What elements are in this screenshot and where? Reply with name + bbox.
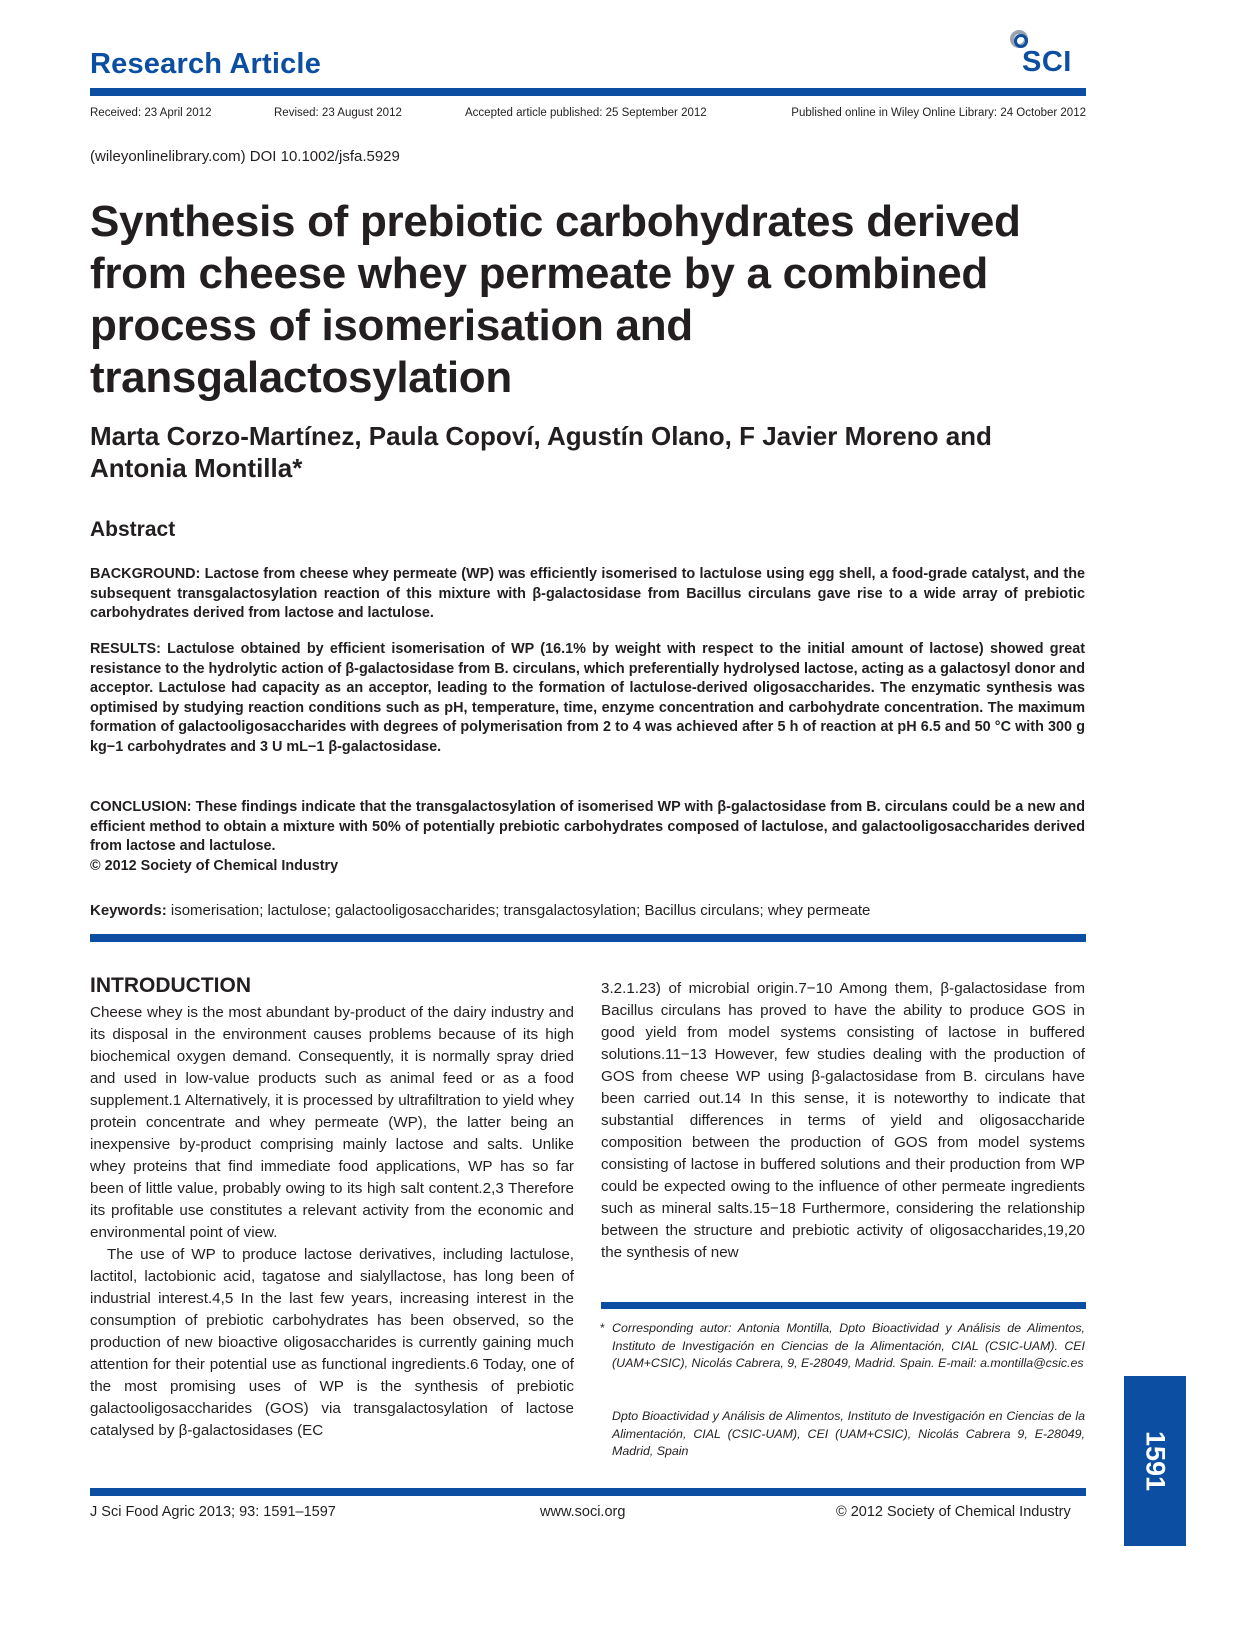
abstract-conclusion bbox=[90, 798, 1085, 876]
section-label: Research Article bbox=[90, 48, 322, 80]
left-column bbox=[90, 1002, 574, 1442]
corresponding-author-note bbox=[600, 1320, 1085, 1373]
intro-paragraph-3: 3.2.1.23) of microbial origin.7−10 Among them, β-galactosidase from Bacillus circulans has proved to have the ability to produce GOS in good yield from model systems consisting of lactose in buffered solutions.11−13 However, few studies dealing with the production of GOS from cheese WP using β-galactosidase from B. circulans have been carried out.14 In this sense, it is noteworthy to indicate that substantial differences in terms of yield and oligosaccharide composition between the production of GOS from model systems consisting of lactose in buffered solutions and their production from WP could be expected owing to the influence of other permeate ingredients such as mineral salts.15−18 Furthermore, considering the relationship between the structure and prebiotic activity of oligosaccharides,19,20 the synthesis of new bbox=[601, 980, 1085, 1261]
footnote-marker: * bbox=[600, 1321, 605, 1335]
intro-paragraph-2: The use of WP to produce lactose derivatives, including lactulose, lactitol, lactobionic acid, tagatose and sialyllactose, has long been of industrial interest.4,5 In the last few years, increasing interest in the consumption of prebiotic carbohydrates has been observed, so the production of new bioactive oligosaccharides is currently gaining much attention for their potential use as functional ingredients.6 Today, one of the most promising uses of WP is the synthesis of prebiotic galactooligosaccharides (GOS) via transgalactosylation of lactose catalysed by β-galactosidases (EC bbox=[90, 1246, 574, 1439]
page-number-tab bbox=[1124, 1376, 1186, 1546]
abstract-heading: Abstract bbox=[90, 518, 176, 541]
article-title: Synthesis of prebiotic carbohydrates derived from cheese whey permeate by a combined process of isomerisation and transgalactosylation bbox=[90, 197, 1021, 402]
intro-paragraph-1: Cheese whey is the most abundant by-product of the dairy industry and its disposal in the environment causes problems because of its high biochemical oxygen demand. Consequently, it is normally spray dried and used in low-value products such as animal feed or as a food supplement.1 Alternatively, it is processed by ultrafiltration to yield whey protein concentrate and whey permeate (WP), the latter being an inexpensive by-product comprising mainly lactose and salts. Unlike whey proteins that find immediate food applications, WP has so far been of little value, probably owing to its high salt content.2,3 Therefore its profitable use constitutes a relevant activity from the economic and environmental point of view. bbox=[90, 1004, 574, 1241]
right-column bbox=[601, 978, 1085, 1264]
abstract-background: BACKGROUND: Lactose from cheese whey permeate (WP) was efficiently isomerised to lactulose using egg shell, a food-grade catalyst, and the subsequent transgalactosylation reaction of this mixture with β-galactosidase from Bacillus circulans gave rise to a wide array of prebiotic carbohydrates derived from lactose and lactulose. bbox=[90, 566, 1085, 621]
abstract-copyright: © 2012 Society of Chemical Industry bbox=[90, 857, 339, 874]
logo-text: SCI bbox=[1022, 46, 1072, 78]
footer-journal-citation: J Sci Food Agric 2013; 93: 1591–1597 bbox=[90, 1504, 336, 1520]
revised-date: Revised: 23 August 2012 bbox=[274, 107, 402, 119]
doi-line[interactable]: (wileyonlinelibrary.com) DOI 10.1002/jsfa.5929 bbox=[90, 148, 400, 165]
header-rule bbox=[90, 88, 1086, 96]
footnote-rule bbox=[601, 1302, 1086, 1309]
keywords bbox=[90, 902, 1085, 919]
accepted-date: Accepted article published: 25 September 2012 bbox=[465, 107, 707, 119]
published-date: Published online in Wiley Online Library: 24 October 2012 bbox=[791, 107, 1086, 119]
abstract-results: RESULTS: Lactulose obtained by efficient isomerisation of WP (16.1% by weight with respect to the initial amount of lactose) showed great resistance to the hydrolytic action of β-galactosidase from B. circulans, which preferentially hydrolysed lactose, acting as a galactosyl donor and acceptor. Lactulose had capacity as an acceptor, leading to the formation of lactulose-derived oligosaccharides. The enzymatic synthesis was optimised by studying reaction conditions such as pH, temperature, time, enzyme concentration and carbohydrate concentration. The maximum formation of galactooligosaccharides with degrees of polymerisation from 2 to 4 was achieved after 5 h of reaction at pH 6.5 and 50 °C with 300 g kg−1 carbohydrates and 3 U mL−1 β-galactosidase. bbox=[90, 641, 1085, 755]
corresponding-author-text: Corresponding autor: Antonia Montilla, Dpto Bioactividad y Análisis de Alimentos, Instituto de Investigación en Ciencias de la Alimentación, CIAL (CSIC-UAM). CEI (UAM+CSIC), Nicolás Cabrera, 9, E-28049, Madrid. Spain. E-mail: a.montilla@csic.es bbox=[612, 1321, 1085, 1370]
page-number: 1591 bbox=[1140, 1430, 1171, 1492]
affiliation-note: Dpto Bioactividad y Análisis de Alimentos, Instituto de Investigación en Ciencias de la Alimentación, CIAL (CSIC-UAM), CEI (UAM+CSIC), Nicolás Cabrera 9, E-28049, Madrid, Spain bbox=[612, 1409, 1085, 1458]
publication-dates bbox=[90, 107, 1086, 123]
received-date: Received: 23 April 2012 bbox=[90, 107, 212, 119]
footer-rule bbox=[90, 1488, 1086, 1496]
author-list: Marta Corzo-Martínez, Paula Copoví, Agustín Olano, F Javier Moreno and Antonia Montilla* bbox=[90, 421, 992, 483]
conclusion-text: CONCLUSION: These findings indicate that the transgalactosylation of isomerised WP with β-galactosidase from B. circulans could be a new and efficient method to obtain a mixture with 50% of potentially prebiotic carbohydrates composed of lactulose, and galactooligosaccharides derived from lactose and lactulose. bbox=[90, 799, 1085, 854]
abstract-rule bbox=[90, 934, 1086, 942]
keywords-text: isomerisation; lactulose; galactooligosaccharides; transgalactosylation; Bacillus circulans; whey permeate bbox=[170, 902, 871, 919]
keywords-label: Keywords: bbox=[90, 902, 167, 919]
sci-logo bbox=[1004, 28, 1088, 80]
introduction-heading: INTRODUCTION bbox=[90, 974, 251, 997]
footer-website-link[interactable]: www.soci.org bbox=[540, 1504, 626, 1520]
footer-copyright: © 2012 Society of Chemical Industry bbox=[836, 1504, 1071, 1520]
